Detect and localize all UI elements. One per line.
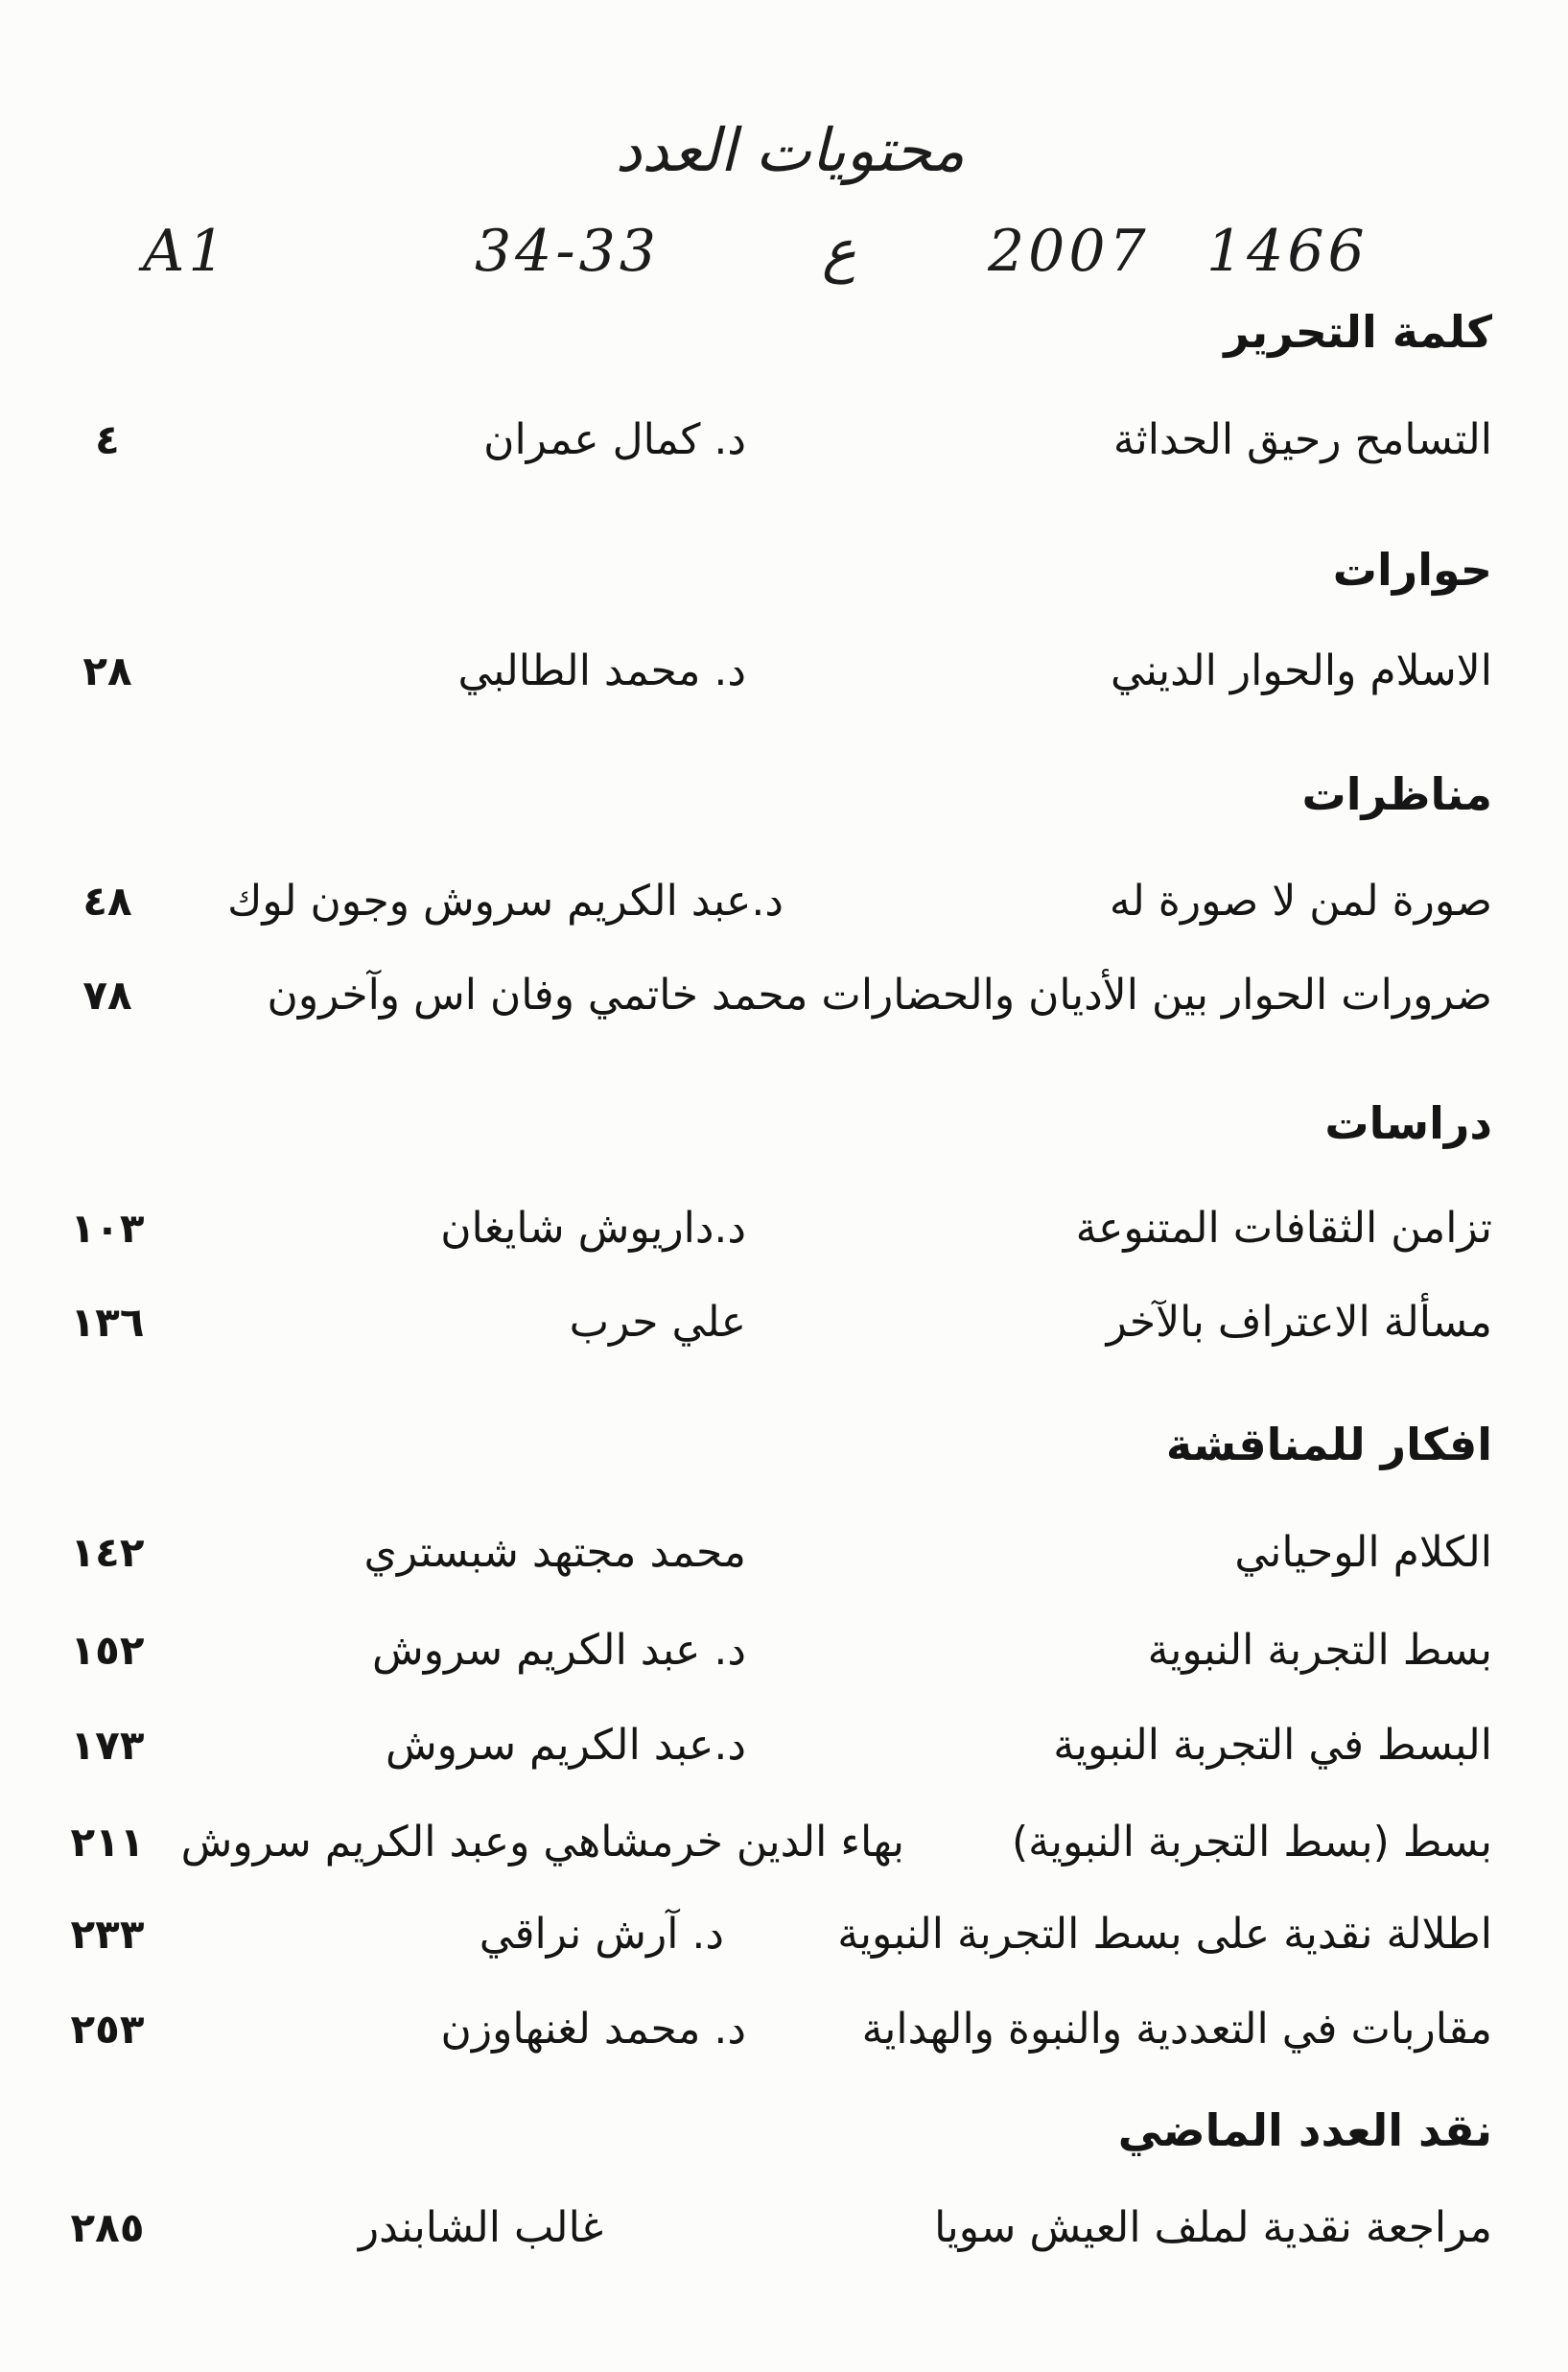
entry-author: د.عبد الكريم سروش (385, 1721, 746, 1770)
entry-title: بسط التجربة النبوية (1147, 1626, 1492, 1675)
toc-entry (0, 873, 1568, 930)
entry-title: تزامن الثقافات المتنوعة (1075, 1204, 1492, 1253)
entry-title: التسامح رحيق الحداثة (1112, 415, 1492, 464)
entry-author: د. كمال عمران (483, 415, 746, 464)
entry-title-author-line (268, 967, 1492, 1024)
entry-page-number: ١٣٦ (70, 1299, 145, 1346)
handwritten-code: 2007 (988, 218, 1150, 285)
entry-author: علي حرب (569, 1298, 746, 1347)
handwritten-code: 1466 (1206, 218, 1369, 285)
handwritten-code: ع (822, 218, 856, 285)
handwritten-title: محتويات العدد (615, 115, 965, 185)
entry-author: د.عبد الكريم سروش وجون لوك (227, 877, 784, 926)
toc-entry (0, 2001, 1568, 2058)
toc-entry (0, 1200, 1568, 1257)
toc-entry (0, 1622, 1568, 1679)
entry-page-number: ٤٨ (82, 878, 132, 925)
entry-page-number: ١٥٢ (70, 1627, 145, 1674)
entry-author: د. عبد الكريم سروش (371, 1626, 746, 1675)
handwritten-code: 34-33 (475, 218, 660, 285)
entry-page-number: ١٧٣ (70, 1722, 145, 1769)
entry-page-number: ٢٣٣ (70, 1911, 145, 1958)
entry-title: بسط (بسط التجربة النبوية) (1012, 1818, 1492, 1867)
entry-page-number: ٢١١ (70, 1819, 145, 1866)
toc-entry (0, 411, 1568, 469)
section-heading: مناظرات (1301, 768, 1492, 820)
entry-title: الاسلام والحوار الديني (1110, 646, 1492, 695)
toc-entry (0, 1294, 1568, 1351)
section-heading-row (0, 1416, 1568, 1473)
entry-author: بهاء الدين خرمشاهي وعبد الكريم سروش (180, 1818, 904, 1867)
section-heading-row (0, 303, 1568, 361)
entry-author: محمد خاتمي وفان اس وآخرون (267, 971, 808, 1020)
handwritten-code: A1 (143, 218, 229, 285)
toc-entry (0, 967, 1568, 1024)
entry-author: د.داريوش شايغان (440, 1204, 746, 1253)
section-heading: كلمة التحرير (1224, 306, 1492, 358)
entry-title: اطلالة نقدية على بسط التجربة النبوية (837, 1910, 1492, 1959)
section-heading: دراسات (1324, 1097, 1492, 1149)
entry-author: د. محمد الطالبي (457, 646, 746, 695)
section-heading-row (0, 541, 1568, 599)
section-heading-row (0, 765, 1568, 823)
toc-entry (0, 1524, 1568, 1582)
entry-title: مراجعة نقدية لملف العيش سويا (934, 2203, 1492, 2252)
section-heading-row (0, 1094, 1568, 1152)
entry-page-number: ٢٨ (82, 647, 132, 694)
entry-page-number: ١٠٣ (70, 1205, 145, 1252)
entry-author: د. آرش نراقي (479, 1910, 724, 1959)
toc-entry (0, 1814, 1568, 1871)
toc-entry (0, 1717, 1568, 1774)
entry-title: مقاربات في التعددية والنبوة والهداية (861, 2005, 1492, 2054)
entry-author: محمد مجتهد شبستري (363, 1528, 746, 1577)
entry-title: الكلام الوحياني (1234, 1528, 1492, 1577)
entry-author: غالب الشابندر (358, 2203, 603, 2252)
section-heading: حوارات (1332, 544, 1492, 596)
entry-page-number: ٢٨٥ (70, 2204, 145, 2251)
entry-page-number: ٧٨ (82, 972, 132, 1019)
entry-title: ضرورات الحوار بين الأديان والحضارات (821, 971, 1492, 1020)
entry-author: د. محمد لغنهاوزن (440, 2005, 746, 2054)
toc-entry (0, 1906, 1568, 1963)
entry-page-number: ١٤٢ (70, 1529, 145, 1576)
entry-title: صورة لمن لا صورة له (1109, 877, 1492, 926)
entry-page-number: ٢٥٣ (70, 2006, 145, 2053)
section-heading: نقد العدد الماضي (1117, 2104, 1492, 2156)
toc-entry (0, 2199, 1568, 2257)
toc-entry (0, 643, 1568, 700)
entry-page-number: ٤ (95, 416, 120, 463)
entry-title: البسط في التجربة النبوية (1053, 1721, 1492, 1770)
section-heading-row (0, 2102, 1568, 2159)
section-heading: افكار للمناقشة (1165, 1419, 1492, 1470)
entry-title: مسألة الاعتراف بالآخر (1106, 1298, 1492, 1347)
